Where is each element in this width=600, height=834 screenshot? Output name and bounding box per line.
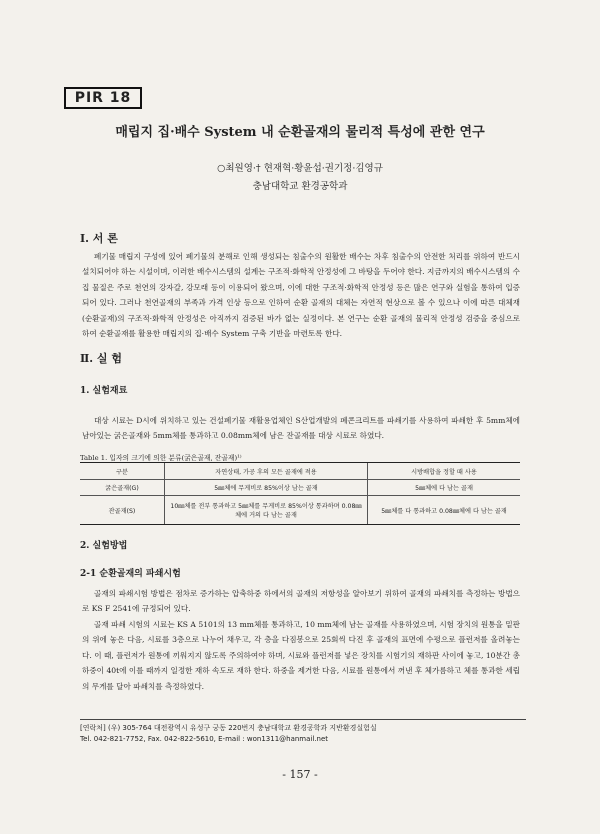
- materials-paragraph: 대상 시료는 D시에 위치하고 있는 건설폐기물 재활용업체인 S산업개발의 폐콘크리트를 파쇄기를 사용하여 파쇄한 후 5mm체에 남아있는 굵은골재와 5mm체를 통과하고 0.08mm체에 남은 잔골재를 대상 시료로 하였다.: [82, 416, 520, 441]
- table-header-cell: 자연상태, 가공 후의 모든 골재에 적용: [165, 463, 368, 480]
- subsection-heading-crushing-test: 2-1 순환골재의 파쇄시험: [80, 569, 181, 579]
- table-cell: 10㎜체를 전부 통과하고 5㎜체를 무게비로 85%이상 통과하며 0.08㎜체에 거의 다 남는 골재: [165, 496, 368, 525]
- table-row: [80, 496, 520, 525]
- paper-title: 매립지 집·배수 System 내 순환골재의 물리적 특성에 관한 연구: [115, 125, 485, 140]
- crushing-test-paragraph-1: 골재의 파쇄시험 방법은 점차로 증가하는 압축하중 하에서의 골재의 저항성을 알아보기 위하여 골재의 파쇄치를 측정하는 방법으로 KS F 2541에 규정되어 있다.: [82, 589, 520, 614]
- subsection-heading-materials: 1. 실험재료: [80, 386, 128, 396]
- contact-address: [연락처] (우) 305-764 대전광역시 유성구 궁동 220번지 충남대학교 환경공학과 지반환경실험실: [80, 724, 377, 732]
- table-caption: Table 1. 입자의 크기에 의한 분류(굵은골재, 잔골재)¹⁾: [80, 454, 242, 462]
- table-row: [80, 480, 520, 496]
- page-number: - 157 -: [282, 768, 318, 781]
- session-badge: PIR 18: [64, 87, 142, 109]
- table-cell: 5㎜체에 다 남는 골재: [368, 480, 521, 496]
- section-heading-introduction: Ⅰ. 서 론: [80, 232, 118, 245]
- authors: ○최원영·† 현재혁·황윤섭·권기정·김영규: [217, 163, 383, 174]
- table-cell: 굵은골재(G): [80, 480, 165, 496]
- table-cell: 잔골재(S): [80, 496, 165, 525]
- section-heading-experiment: Ⅱ. 실 험: [80, 352, 123, 365]
- footnote-divider: [80, 719, 526, 720]
- subsection-heading-methods: 2. 실험방법: [80, 541, 128, 551]
- crushing-test-paragraph-2: 골재 파쇄 시험의 시료는 KS A 5101의 13 mm체를 통과하고, 10 mm체에 남는 골재를 사용하였으며, 시험 장치의 원통을 밑판의 위에 놓은 다음, 시료를 3층으로 나누어 채우고, 각 층을 다짐봉으로 25회씩 다진 후 골재의 표면에 수평으로 플런저를 올려놓는다. 이 때, 플런저가 원통에 끼워지지 않도록 주의하여야 하며, 시료와 플런저를 넣은 장치를 시험기의 재하판 사이에 놓고, 10분간 총 하중이 40t에 이를 때까지 일정한 재하 속도로 재하 한다. 하중을 제거한 다음, 시료를 원통에서 꺼낸 후 체가름하고 체를 통과한 세립의 무게를 달아 파쇄치를 측정하였다.: [82, 620, 520, 691]
- table-header-cell: 구분: [80, 463, 165, 480]
- introduction-paragraph: 폐기물 매립지 구성에 있어 폐기물의 분해로 인해 생성되는 침출수의 원활한 배수는 차후 침출수의 안전한 처리를 위하여 반드시 설치되어야 하는 시설이며, 이러한 배수시스템의 설계는 구조적·화학적 안정성에 그 바탕을 두어야 한다. 지금까지의 배수시스템의 수집 물질은 주로 천연의 강자갈, 강모래 등이 이용되어 왔으며, 이에 대한 구조적·화학적 안정성 등은 많은 연구와 실험을 통하여 입증되어 있다. 그러나 천연골재의 부족과 가격 인상 등으로 인하여 순환 골재의 대체는 자연적 현상으로 볼 수 있으나 이에 따른 대체재(순환골재)의 구조적·화학적 안정성은 아직까지 검증된 바가 없는 실정이다. 본 연구는 순환 골재의 물리적 안정성 검증을 중심으로 하여 순환골재를 활용한 매립지의 집·배수 System 구축 기반을 마련토록 한다.: [82, 252, 520, 339]
- classification-table: [80, 462, 520, 525]
- contact-phone-email: Tel. 042-821-7752, Fax. 042-822-5610, E-mail : won1311@hanmail.net: [80, 735, 329, 743]
- table-header-cell: 시방배합을 정할 때 사용: [368, 463, 521, 480]
- table-cell: 5㎜체를 다 통과하고 0.08㎜체에 다 남는 골재: [368, 496, 521, 525]
- table-cell: 5㎜체에 무게비로 85%이상 남는 골재: [165, 480, 368, 496]
- affiliation: 충남대학교 환경공학과: [252, 181, 348, 192]
